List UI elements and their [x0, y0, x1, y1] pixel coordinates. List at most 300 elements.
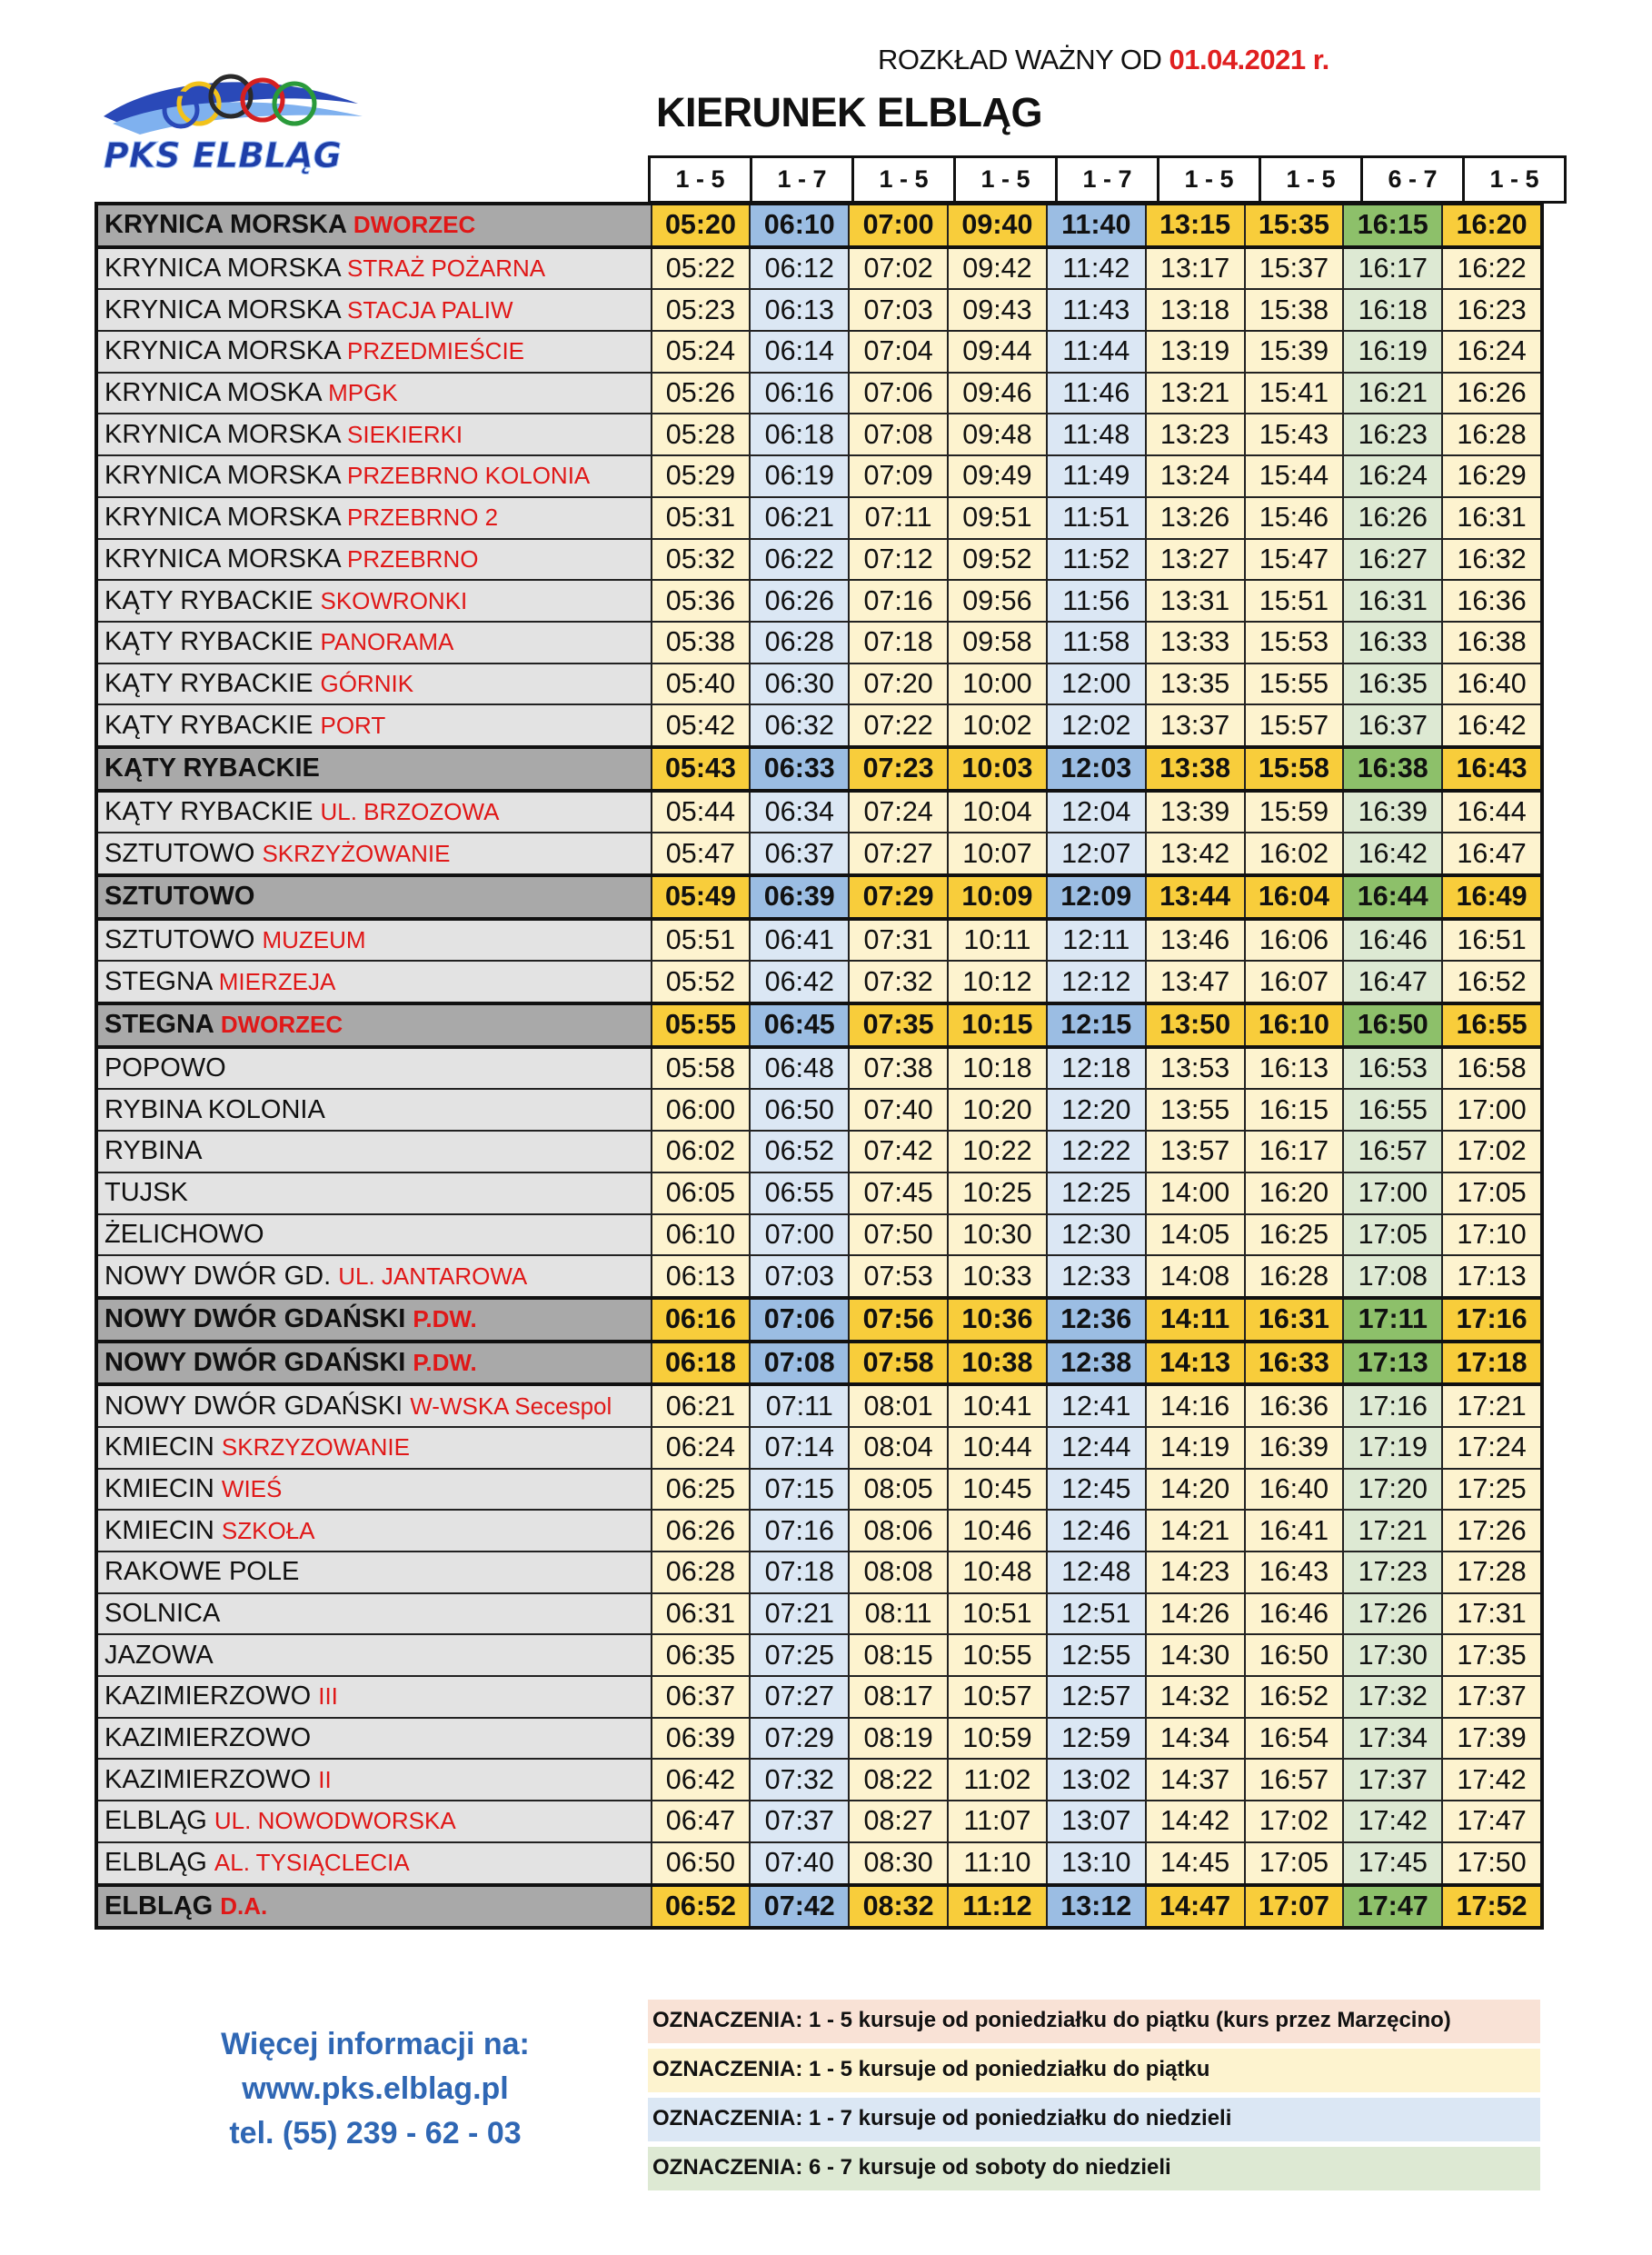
departure-time: 05:20: [652, 204, 751, 247]
departure-time: 06:14: [750, 331, 849, 373]
stop-name: KRYNICA MORSKA: [104, 503, 340, 533]
departure-time: 14:42: [1146, 1801, 1245, 1842]
departure-time: 09:49: [948, 455, 1047, 497]
departure-time: 06:41: [750, 919, 849, 962]
departure-time: 17:05: [1442, 1172, 1542, 1214]
departure-time: 13:27: [1146, 539, 1245, 581]
departure-time: 07:14: [750, 1427, 849, 1469]
stop-subname: MUZEUM: [262, 926, 366, 954]
stop-name-cell: [96, 1131, 652, 1172]
departure-time: 12:30: [1047, 1214, 1146, 1256]
departure-time: 06:32: [750, 704, 849, 747]
legend-prefix: OZNACZENIA:: [652, 2057, 809, 2081]
stop-name-cell: [96, 747, 652, 791]
stop-row: [96, 1759, 1542, 1801]
stop-subname: MPGK: [328, 379, 398, 407]
departure-time: 10:07: [948, 833, 1047, 875]
departure-time: 17:50: [1442, 1842, 1542, 1885]
departure-time: 05:31: [652, 497, 751, 539]
stop-name-cell: [96, 791, 652, 833]
legend-text: 1 - 5 kursuje od poniedziałku do piątku (kurs przez Marzęcino): [808, 2008, 1451, 2032]
departure-time: 09:58: [948, 622, 1047, 664]
stop-subname: DWORZEC: [353, 211, 476, 239]
stop-subname: D.A.: [220, 1891, 268, 1920]
departure-time: 13:10: [1047, 1842, 1146, 1885]
departure-time: 16:15: [1343, 204, 1442, 247]
validity-notice: [878, 44, 1329, 76]
departure-time: 05:29: [652, 455, 751, 497]
departure-time: 06:13: [750, 289, 849, 331]
departure-time: 12:45: [1047, 1469, 1146, 1511]
departure-time: 12:20: [1047, 1089, 1146, 1131]
departure-time: 17:19: [1343, 1427, 1442, 1469]
departure-time: 05:32: [652, 539, 751, 581]
departure-time: 08:11: [849, 1593, 948, 1635]
departure-time: 07:18: [849, 622, 948, 664]
departure-time: 13:37: [1146, 704, 1245, 747]
stop-name-cell: [96, 1172, 652, 1214]
departure-time: 06:28: [750, 622, 849, 664]
departure-time: 07:16: [849, 580, 948, 622]
departure-time: 08:15: [849, 1634, 948, 1676]
stop-subname: WIEŚ: [221, 1474, 283, 1502]
departure-time: 16:20: [1245, 1172, 1344, 1214]
logo-graphic: [95, 60, 369, 182]
stop-subname: DWORZEC: [220, 1011, 343, 1039]
departure-time: 10:03: [948, 747, 1047, 791]
departure-time: 15:58: [1245, 747, 1344, 791]
departure-time: 10:55: [948, 1634, 1047, 1676]
departure-time: 05:47: [652, 833, 751, 875]
legend-item: [648, 2098, 1540, 2141]
departure-time: 13:23: [1146, 414, 1245, 455]
stop-subname: SKRZYZOWANIE: [221, 1433, 410, 1462]
departure-time: 11:40: [1047, 204, 1146, 247]
stop-subname: PRZEBRNO 2: [347, 504, 499, 532]
stop-row: [96, 833, 1542, 875]
departure-time: 06:22: [750, 539, 849, 581]
departure-time: 13:24: [1146, 455, 1245, 497]
departure-time: 17:23: [1343, 1552, 1442, 1593]
departure-time: 17:37: [1343, 1759, 1442, 1801]
departure-time: 10:51: [948, 1593, 1047, 1635]
departure-time: 14:37: [1146, 1759, 1245, 1801]
stop-name: KĄTY RYBACKIE: [104, 585, 313, 615]
departure-time: 07:29: [849, 875, 948, 919]
stop-name-cell: [96, 1047, 652, 1090]
departure-time: 16:46: [1245, 1593, 1344, 1635]
departure-time: 12:44: [1047, 1427, 1146, 1469]
stop-name: STEGNA: [104, 1010, 214, 1040]
departure-time: 06:12: [750, 247, 849, 290]
departure-time: 16:04: [1245, 875, 1344, 919]
stop-name: NOWY DWÓR GDAŃSKI: [104, 1391, 403, 1421]
departure-time: 16:38: [1442, 622, 1542, 664]
departure-time: 14:23: [1146, 1552, 1245, 1593]
departure-time: 13:19: [1146, 331, 1245, 373]
main-stop-row: [96, 1298, 1542, 1342]
stop-name: KAZIMIERZOWO: [104, 1723, 312, 1753]
stop-name: NOWY DWÓR GDAŃSKI: [104, 1304, 406, 1334]
stop-name-cell: [96, 875, 652, 919]
departure-time: 05:28: [652, 414, 751, 455]
stop-name: STEGNA: [104, 966, 212, 996]
departure-time: 16:51: [1442, 919, 1542, 962]
stop-name-cell: [96, 833, 652, 875]
departure-time: 17:21: [1442, 1384, 1542, 1427]
info-phone: tel. (55) 239 - 62 - 03: [229, 2116, 522, 2150]
legend-text: 6 - 7 kursuje od soboty do niedzieli: [808, 2155, 1171, 2180]
stop-row: [96, 704, 1542, 747]
departure-time: 07:58: [849, 1342, 948, 1385]
stop-subname: AL. TYSIĄCLECIA: [214, 1849, 410, 1877]
stop-name: KRYNICA MORSKA: [104, 336, 340, 366]
departure-time: 12:33: [1047, 1255, 1146, 1298]
departure-time: 17:47: [1442, 1801, 1542, 1842]
departure-time: 13:47: [1146, 961, 1245, 1003]
main-stop-row: [96, 1885, 1542, 1929]
day-header-cell: 1 - 7: [1057, 157, 1159, 203]
departure-time: 06:10: [652, 1214, 751, 1256]
departure-time: 06:52: [750, 1131, 849, 1172]
stop-name-cell: [96, 1718, 652, 1760]
departure-time: 07:38: [849, 1047, 948, 1090]
stop-row: [96, 1552, 1542, 1593]
day-header-cell: 1 - 7: [751, 157, 853, 203]
departure-time: 13:02: [1047, 1759, 1146, 1801]
stop-row: [96, 1718, 1542, 1760]
departure-time: 16:28: [1245, 1255, 1344, 1298]
stop-row: [96, 1593, 1542, 1635]
departure-time: 05:51: [652, 919, 751, 962]
departure-time: 13:38: [1146, 747, 1245, 791]
departure-time: 07:32: [750, 1759, 849, 1801]
departure-time: 17:13: [1442, 1255, 1542, 1298]
departure-time: 06:18: [652, 1342, 751, 1385]
departure-time: 07:09: [849, 455, 948, 497]
stop-name: RYBINA: [104, 1136, 203, 1166]
departure-time: 08:06: [849, 1510, 948, 1552]
stop-row: [96, 373, 1542, 414]
departure-time: 06:02: [652, 1131, 751, 1172]
departure-time: 10:59: [948, 1718, 1047, 1760]
departure-time: 16:29: [1442, 455, 1542, 497]
departure-time: 13:53: [1146, 1047, 1245, 1090]
day-header-cell: 1 - 5: [853, 157, 955, 203]
departure-time: 08:05: [849, 1469, 948, 1511]
departure-time: 17:47: [1343, 1885, 1442, 1929]
departure-time: 10:20: [948, 1089, 1047, 1131]
stop-subname: II: [318, 1765, 332, 1793]
stop-name-cell: [96, 1255, 652, 1298]
departure-time: 17:07: [1245, 1885, 1344, 1929]
departure-time: 06:16: [652, 1298, 751, 1342]
departure-time: 16:44: [1442, 791, 1542, 833]
info-heading: Więcej informacji na:: [221, 2027, 530, 2061]
departure-time: 10:09: [948, 875, 1047, 919]
departure-time: 07:40: [750, 1842, 849, 1885]
stop-name-cell: [96, 1842, 652, 1885]
departure-time: 16:31: [1245, 1298, 1344, 1342]
departure-time: 07:29: [750, 1718, 849, 1760]
stop-name-cell: [96, 1427, 652, 1469]
departure-time: 06:34: [750, 791, 849, 833]
departure-time: 06:37: [652, 1676, 751, 1718]
svg-text:PKS ELBLĄG: PKS ELBLĄG: [104, 135, 342, 175]
stop-row: [96, 919, 1542, 962]
stop-row: [96, 497, 1542, 539]
departure-time: 10:41: [948, 1384, 1047, 1427]
departure-time: 15:43: [1245, 414, 1344, 455]
stop-row: [96, 1801, 1542, 1842]
departure-time: 14:26: [1146, 1593, 1245, 1635]
departure-time: 06:42: [750, 961, 849, 1003]
departure-time: 12:04: [1047, 791, 1146, 833]
stop-name-cell: [96, 204, 652, 247]
stop-name: KRYNICA MORSKA: [104, 210, 346, 240]
stop-row: [96, 1510, 1542, 1552]
departure-time: 08:08: [849, 1552, 948, 1593]
departure-time: 08:17: [849, 1676, 948, 1718]
departure-time: 12:55: [1047, 1634, 1146, 1676]
stop-subname: UL. BRZOZOWA: [320, 797, 500, 825]
departure-time: 15:47: [1245, 539, 1344, 581]
stop-name-cell: [96, 580, 652, 622]
departure-time: 16:18: [1343, 289, 1442, 331]
departure-time: 05:23: [652, 289, 751, 331]
validity-prefix: ROZKŁAD WAŻNY OD: [878, 44, 1169, 75]
stop-name-cell: [96, 704, 652, 747]
stop-row: [96, 1255, 1542, 1298]
departure-time: 09:51: [948, 497, 1047, 539]
main-stop-row: [96, 747, 1542, 791]
departure-time: 06:52: [652, 1885, 751, 1929]
departure-time: 07:23: [849, 747, 948, 791]
stop-name-cell: [96, 289, 652, 331]
stop-name: ELBLĄG: [104, 1848, 207, 1878]
stop-name: KRYNICA MORSKA: [104, 294, 340, 324]
departure-time: 10:15: [948, 1003, 1047, 1047]
stop-name: KRYNICA MORSKA: [104, 419, 340, 449]
stop-row: [96, 1131, 1542, 1172]
departure-time: 16:54: [1245, 1718, 1344, 1760]
stop-name: KAZIMIERZOWO: [104, 1764, 312, 1794]
departure-time: 10:48: [948, 1552, 1047, 1593]
departure-time: 12:18: [1047, 1047, 1146, 1090]
stop-name-cell: [96, 1342, 652, 1385]
stop-name: NOWY DWÓR GDAŃSKI: [104, 1347, 406, 1377]
departure-time: 16:44: [1343, 875, 1442, 919]
day-header-cell: 1 - 5: [1159, 157, 1260, 203]
departure-time: 16:13: [1245, 1047, 1344, 1090]
departure-time: 14:19: [1146, 1427, 1245, 1469]
stop-name-cell: [96, 1676, 652, 1718]
departure-time: 10:38: [948, 1342, 1047, 1385]
stop-row: [96, 1214, 1542, 1256]
departure-time: 06:39: [750, 875, 849, 919]
departure-time: 16:57: [1245, 1759, 1344, 1801]
stop-row: [96, 1384, 1542, 1427]
departure-time: 13:18: [1146, 289, 1245, 331]
departure-time: 17:16: [1343, 1384, 1442, 1427]
stop-name-cell: [96, 1552, 652, 1593]
departure-time: 07:50: [849, 1214, 948, 1256]
departure-time: 16:31: [1343, 580, 1442, 622]
departure-time: 07:25: [750, 1634, 849, 1676]
departure-time: 14:21: [1146, 1510, 1245, 1552]
stop-name-cell: [96, 961, 652, 1003]
departure-time: 17:42: [1343, 1801, 1442, 1842]
departure-time: 16:58: [1442, 1047, 1542, 1090]
departure-time: 16:33: [1343, 622, 1442, 664]
stop-subname: SZKOŁA: [221, 1516, 315, 1544]
stop-name: KĄTY RYBACKIE: [104, 796, 313, 826]
stop-name-cell: [96, 1298, 652, 1342]
departure-time: 07:11: [750, 1384, 849, 1427]
departure-time: 05:36: [652, 580, 751, 622]
departure-time: 07:02: [849, 247, 948, 290]
departure-time: 16:23: [1343, 414, 1442, 455]
departure-time: 12:11: [1047, 919, 1146, 962]
departure-time: 13:46: [1146, 919, 1245, 962]
departure-time: 07:11: [849, 497, 948, 539]
stop-row: [96, 539, 1542, 581]
departure-time: 17:42: [1442, 1759, 1542, 1801]
departure-time: 09:46: [948, 373, 1047, 414]
departure-time: 08:32: [849, 1885, 948, 1929]
departure-time: 14:05: [1146, 1214, 1245, 1256]
info-website[interactable]: www.pks.elblag.pl: [242, 2071, 509, 2106]
stop-name-cell: [96, 331, 652, 373]
departure-time: 12:03: [1047, 747, 1146, 791]
departure-time: 07:53: [849, 1255, 948, 1298]
departure-time: 07:04: [849, 331, 948, 373]
departure-time: 07:20: [849, 664, 948, 705]
departure-time: 11:44: [1047, 331, 1146, 373]
departure-time: 13:15: [1146, 204, 1245, 247]
departure-time: 17:02: [1245, 1801, 1344, 1842]
departure-time: 06:28: [652, 1552, 751, 1593]
departure-time: 11:07: [948, 1801, 1047, 1842]
stop-name: KĄTY RYBACKIE: [104, 710, 313, 740]
stop-name: RYBINA KOLONIA: [104, 1094, 325, 1124]
stop-name: KĄTY RYBACKIE: [104, 753, 320, 783]
stop-name: KAZIMIERZOWO: [104, 1681, 312, 1711]
stop-subname: UL. JANTAROWA: [338, 1262, 528, 1290]
stop-row: [96, 414, 1542, 455]
departure-time: 17:13: [1343, 1342, 1442, 1385]
departure-time: 16:57: [1343, 1131, 1442, 1172]
departure-time: 16:50: [1245, 1634, 1344, 1676]
departure-time: 17:28: [1442, 1552, 1542, 1593]
departure-time: 16:33: [1245, 1342, 1344, 1385]
stop-row: [96, 1047, 1542, 1090]
departure-time: 17:52: [1442, 1885, 1542, 1929]
departure-time: 15:51: [1245, 580, 1344, 622]
stop-row: [96, 1427, 1542, 1469]
departure-time: 16:46: [1343, 919, 1442, 962]
departure-time: 12:22: [1047, 1131, 1146, 1172]
departure-time: 15:44: [1245, 455, 1344, 497]
departure-time: 10:46: [948, 1510, 1047, 1552]
departure-time: 07:06: [849, 373, 948, 414]
departure-time: 17:18: [1442, 1342, 1542, 1385]
departure-time: 14:11: [1146, 1298, 1245, 1342]
departure-time: 15:55: [1245, 664, 1344, 705]
departure-time: 17:32: [1343, 1676, 1442, 1718]
departure-time: 05:43: [652, 747, 751, 791]
departure-time: 14:16: [1146, 1384, 1245, 1427]
departure-time: 05:49: [652, 875, 751, 919]
departure-time: 16:50: [1343, 1003, 1442, 1047]
stop-row: [96, 247, 1542, 290]
direction-title: KIERUNEK ELBLĄG: [656, 89, 1043, 135]
departure-time: 13:21: [1146, 373, 1245, 414]
departure-time: 16:36: [1245, 1384, 1344, 1427]
departure-time: 06:16: [750, 373, 849, 414]
stop-name: ELBLĄG: [104, 1806, 207, 1836]
departure-time: 17:05: [1343, 1214, 1442, 1256]
departure-time: 07:03: [750, 1255, 849, 1298]
departure-time: 07:21: [750, 1593, 849, 1635]
stop-subname: PRZEBRNO KOLONIA: [347, 462, 591, 490]
departure-time: 10:04: [948, 791, 1047, 833]
stop-row: [96, 1469, 1542, 1511]
stop-name: ELBLĄG: [104, 1891, 214, 1921]
stop-name: KRYNICA MOSKA: [104, 378, 321, 408]
departure-time: 12:41: [1047, 1384, 1146, 1427]
stop-name-cell: [96, 1801, 652, 1842]
departure-time: 08:27: [849, 1801, 948, 1842]
legend-prefix: OZNACZENIA:: [652, 2106, 809, 2130]
stop-subname: STACJA PALIW: [347, 295, 513, 324]
departure-time: 15:57: [1245, 704, 1344, 747]
legend-text: 1 - 5 kursuje od poniedziałku do piątku: [808, 2057, 1210, 2081]
departure-time: 11:49: [1047, 455, 1146, 497]
departure-time: 17:02: [1442, 1131, 1542, 1172]
departure-time: 13:12: [1047, 1885, 1146, 1929]
departure-time: 16:38: [1343, 747, 1442, 791]
stop-subname: PANORAMA: [320, 628, 454, 656]
departure-time: 09:43: [948, 289, 1047, 331]
stop-name: NOWY DWÓR GD.: [104, 1261, 332, 1291]
stop-subname: PRZEDMIEŚCIE: [347, 337, 525, 365]
stop-subname: SKOWRONKI: [320, 586, 468, 614]
departure-time: 11:58: [1047, 622, 1146, 664]
departure-time: 16:28: [1442, 414, 1542, 455]
stop-subname: GÓRNIK: [320, 669, 414, 697]
departure-time: 17:45: [1343, 1842, 1442, 1885]
stop-name-cell: [96, 1510, 652, 1552]
stop-row: [96, 1634, 1542, 1676]
legend: [648, 2000, 1540, 2196]
departure-time: 15:37: [1245, 247, 1344, 290]
stop-name-cell: [96, 247, 652, 290]
departure-time: 16:19: [1343, 331, 1442, 373]
departure-time: 10:22: [948, 1131, 1047, 1172]
departure-time: 16:24: [1442, 331, 1542, 373]
departure-time: 17:20: [1343, 1469, 1442, 1511]
departure-time: 05:44: [652, 791, 751, 833]
departure-time: 06:19: [750, 455, 849, 497]
departure-time: 16:49: [1442, 875, 1542, 919]
departure-time: 11:52: [1047, 539, 1146, 581]
departure-time: 16:25: [1245, 1214, 1344, 1256]
departure-time: 10:12: [948, 961, 1047, 1003]
departure-time: 13:33: [1146, 622, 1245, 664]
departure-time: 09:56: [948, 580, 1047, 622]
stop-subname: P.DW.: [413, 1305, 477, 1333]
